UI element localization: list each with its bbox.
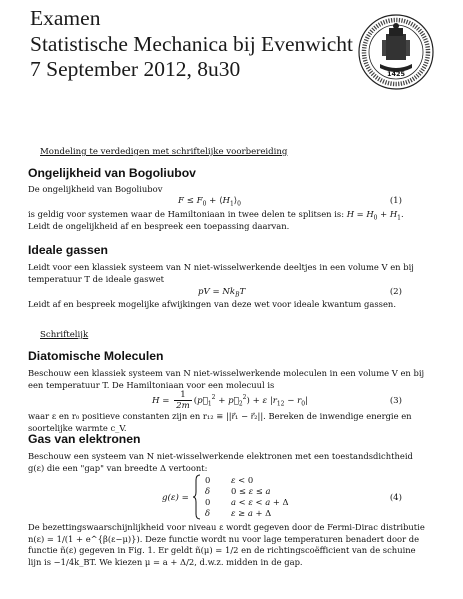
- written-section-label: Schriftelijk: [40, 330, 89, 340]
- equation-4-number: (4): [389, 493, 402, 503]
- seal-year: 1425: [386, 70, 406, 78]
- bogoliubov-text: is geldig voor systemen waar de Hamiltoniaan in twee delen te splitsen is: $H = H_0 + H_1$. Leidt de ongelijkheid af en bespreek een toepassing daarvan.: [28, 209, 404, 231]
- diatomic-text-2: waar ε en r₀ positieve constanten zijn en r₁₂ ≡ ||r⃗₁ − r⃗₂||. Bereken de inwendige energie en soortelijke warmte c_V.: [28, 411, 412, 433]
- bogoliubov-heading: Ongelijkheid van Bogoliubov: [28, 166, 196, 180]
- title-line-1: Examen: [30, 6, 101, 30]
- exam-page: Examen Statistische Mechanica bij Evenwicht 7 September 2012, 8u30 1425 Mondeling te verdedigen met schriftelijke voorbereiding Ongelijkheid van Bogoliubov De ongelijkheid van Bogoliubov $F \le F_0$ + $⟨H_1⟩_0$ (1) is geldig voor systemen waar de Hamiltoniaan in twee delen te splitsen is: $H = H_0 + H_1$. Leidt de ongelijkheid af en bespreek een toepassing daarvan. Ideale gassen Leidt voor een klassiek systeem van N niet-wisselwerkende deeltjes in een volume V en bij temperatuur T de ideale gaswet pV = $Nk_BT$ (2) Leidt af en bespreek mogelijke afwijkingen van deze wet voor ideale kwantum gassen. Schriftelijk Diatomische Moleculen Beschouw een klassiek systeem van N niet-wisselwerkende moleculen in een volume V en bij een temperatuur T. De Hamiltoniaan voor een molecuul is H = $\frac{1}{2m}$ ($p⃗_1^2$ + $p⃗_2^2) + \varepsilon$ $|r_{12} - r_0|$ (3) waar ε en r₀ positieve constanten zijn en r₁₂ ≡ ||r⃗₁ − r⃗₂||. Bereken de inwendige energie en soortelijke warmte c_V. Gas van elektronen Beschouw een systeem van N niet-wisselwerkende elektronen met een toestandsdichtheid g(ε) die een "gap" van breedte Δ vertoont: g(ε) = 0 ε < 0 δ 0 ≤ ε ≤ a 0 a < ε < a + Δ δ ε ≥ a + Δ (4) De bezettingswaarschijnlijkheid voor niveau ε wordt gegeven door de Fermi-Dirac distributie n(ε) = 1/(1 + e^{β(ε−μ)}). Deze functie wordt nu voor lage temperaturen benadert door de functie ñ(ε) gegeven in Fig. 1. Er geldt ñ(μ) = 1/2 en de richtingscoëfficient van de schuine lijn is −1/4k_BT. We kiezen μ = a + Δ/2, d.w.z. midden in de gap.: [0, 0, 463, 599]
- ideal-gas-heading: Ideale gassen: [28, 243, 108, 257]
- ideal-gas-text-1: Leidt voor een klassiek systeem van N niet-wisselwerkende deeltjes in een volume V en bij temperatuur T de ideale gaswet: [28, 262, 414, 284]
- electron-gas-heading: Gas van elektronen: [28, 432, 141, 446]
- title-line-3: 7 September 2012, 8u30: [30, 57, 241, 81]
- electron-gas-text-2: De bezettingswaarschijnlijkheid voor niveau ε wordt gegeven door de Fermi-Dirac distributie n(ε) = 1/(1 + e^{β(ε−μ)}). Deze functie wordt nu voor lage temperaturen benadert door de functie ñ(ε) gegeven in Fig. 1. Er geldt ñ(μ) = 1/2 en de richtingscoëfficient van de schuine lijn is −1/4k_BT. We kiezen μ = a + Δ/2, d.w.z. midden in de gap.: [28, 522, 425, 567]
- equation-4: g(ε) = 0 ε < 0 δ 0 ≤ ε ≤ a 0 a < ε < a + Δ δ ε ≥ a + Δ (4): [162, 475, 402, 518]
- equation-3-number: (3): [389, 396, 402, 406]
- equation-2-number: (2): [389, 287, 402, 297]
- title-line-2: Statistische Mechanica bij Evenwicht: [30, 31, 354, 56]
- diatomic-heading: Diatomische Moleculen: [28, 349, 164, 363]
- exam-title: [30, 6, 360, 83]
- university-seal-logo: [356, 12, 436, 92]
- electron-gas-text-1: Beschouw een systeem van N niet-wisselwerkende elektronen met een toestandsdichtheid g(ε) die een "gap" van breedte Δ vertoont:: [28, 451, 413, 473]
- bogoliubov-intro: De ongelijkheid van Bogoliubov: [28, 184, 163, 194]
- equation-1-number: (1): [389, 196, 402, 206]
- oral-section-label: Mondeling te verdedigen met schriftelijke voorbereiding: [40, 147, 288, 157]
- cases-brace: [192, 474, 202, 520]
- diatomic-text-1: Beschouw een klassiek systeem van N niet-wisselwerkende moleculen in een volume V en bij een temperatuur T. De Hamiltoniaan voor een molecuul is: [28, 368, 425, 390]
- ideal-gas-text-2: Leidt af en bespreek mogelijke afwijkingen van deze wet voor ideale kwantum gassen.: [28, 299, 396, 309]
